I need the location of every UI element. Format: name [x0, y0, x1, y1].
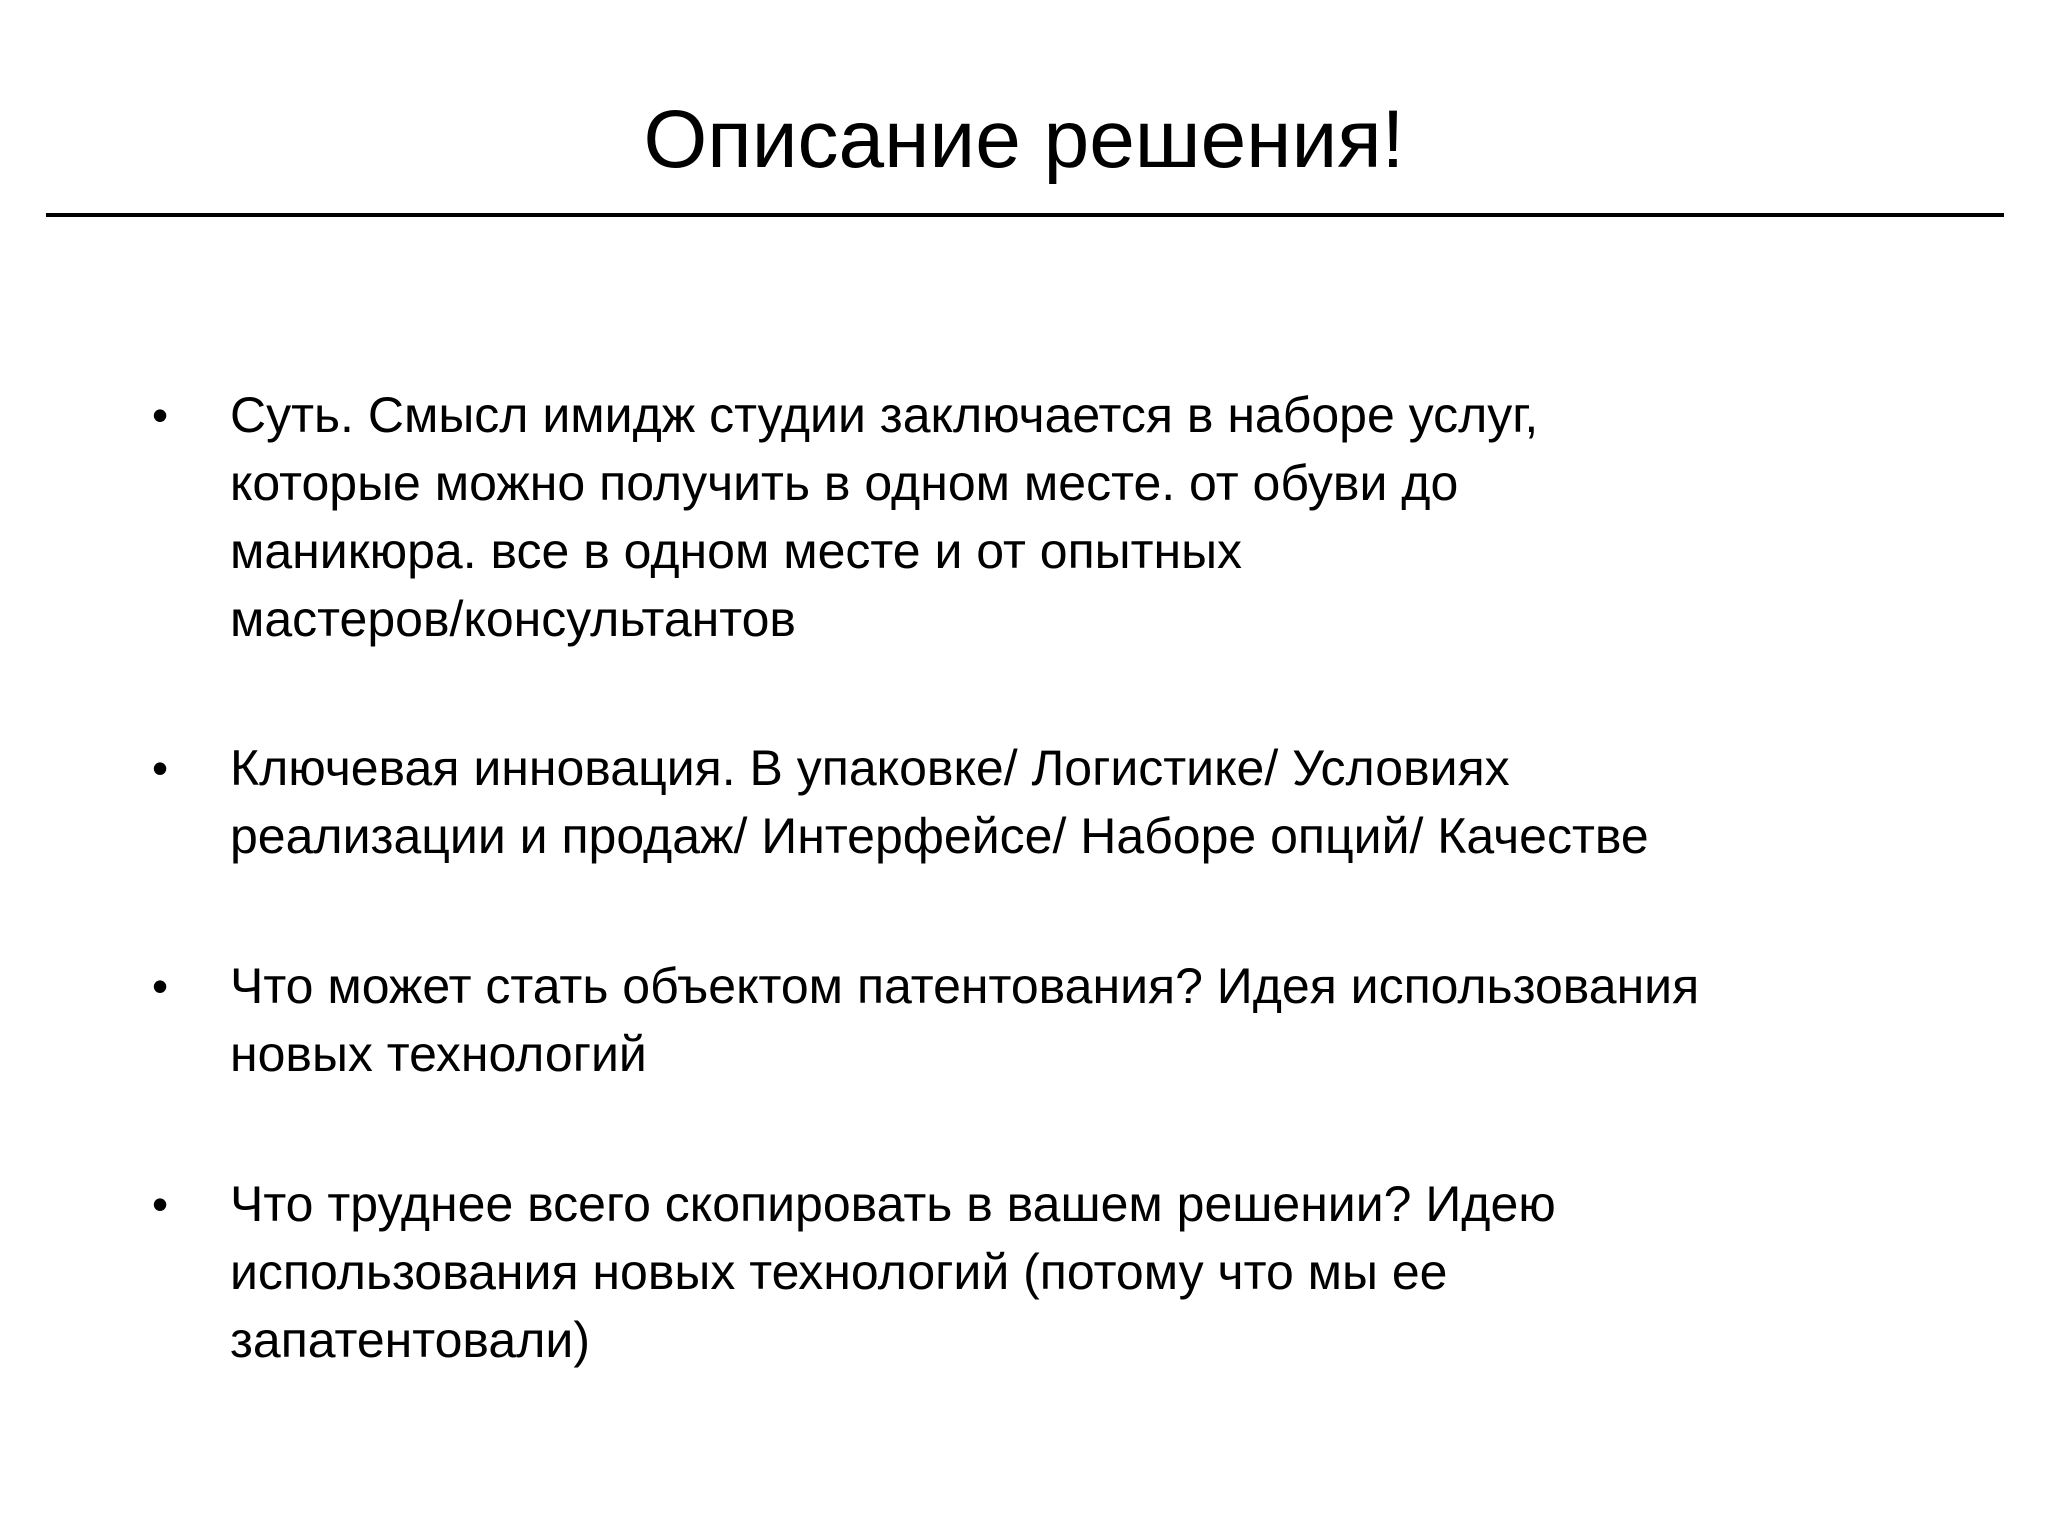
bullet-marker: •	[152, 1178, 169, 1230]
bullet-marker: •	[152, 960, 169, 1012]
bullet-text: Что труднее всего скопировать в вашем решении? Идею использования новых технологий (потому что мы ее запатентовали)	[230, 1176, 1556, 1368]
bullet-marker: •	[152, 389, 169, 441]
bullet-text: Суть. Смысл имидж студии заключается в наборе услуг, которые можно получить в одном месте. от обуви до маникюра. все в одном месте и от опытных мастеров/консультантов	[230, 387, 1539, 647]
bullet-text: Что может стать объектом патентования? Идея использования новых технологий	[230, 958, 1700, 1082]
bullet-text: Ключевая инновация. В упаковке/ Логистике/ Условиях реализации и продаж/ Интерфейсе/ Наборе опций/ Качестве	[230, 740, 1649, 864]
slide-title: Описание решения!	[643, 94, 1405, 185]
bullet-marker: •	[152, 742, 169, 794]
